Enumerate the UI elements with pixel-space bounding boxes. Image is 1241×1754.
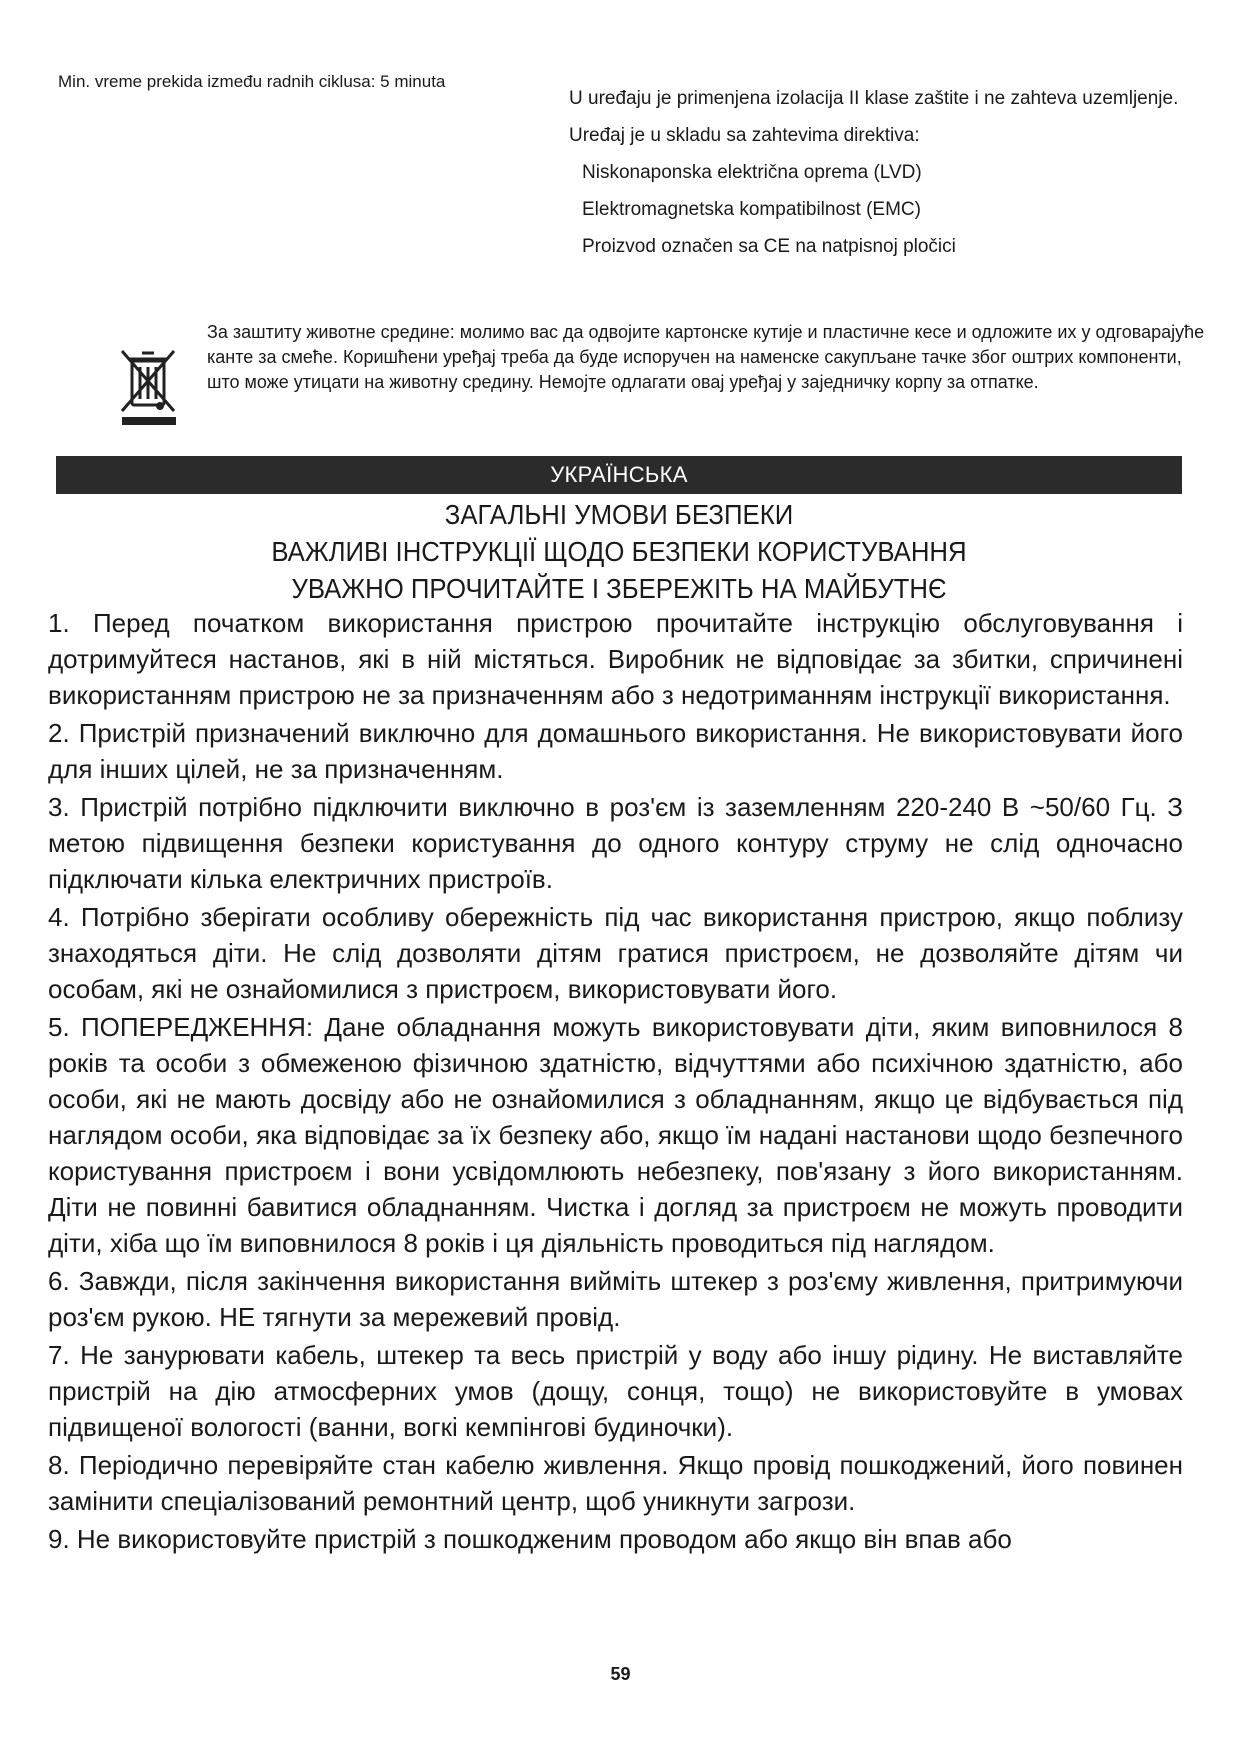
min-break-time-note: Min. vreme prekida između radnih ciklusa: 5 minuta: [58, 72, 446, 91]
heading-general-safety: ЗАГАЛЬНІ УМОВИ БЕЗПЕКИ: [444, 499, 794, 530]
directive-item: Niskonaponska električna oprema (LVD): [582, 162, 922, 183]
directive-item: Proizvod označen sa CE na natpisnoj pločici: [582, 236, 956, 257]
weee-crossed-bin-icon: [118, 345, 180, 427]
environment-disposal-text: За заштиту животне средине: молимо вас да одвојите картонске кутије и пластичне кесе и одложите их у одговарајуће канте за смеће. Коришћени уређај треба да буде испоручен на наменске сакупљане тачке због оштрих компоненти, што може утицати на животну средину. Немојте одлагати овај уређај у заједничку корпу за отпатке.: [207, 322, 1205, 392]
page-number: 59: [610, 1664, 631, 1684]
instruction-paragraph: 8. Періодично перевіряйте стан кабелю живлення. Якщо провід пошкоджений, його повинен замінити спеціалізований ремонтний центр, щоб уникнути загрози.: [48, 1450, 1183, 1516]
instruction-paragraph: 2. Пристрій призначений виключно для домашнього використання. Не використовувати його для інших цілей, не за призначенням.: [48, 718, 1183, 784]
safety-instructions-list: [48, 605, 1183, 1559]
directives-intro: Uređaj je u skladu sa zahtevima direktiva:: [569, 125, 920, 146]
safety-headings: [56, 496, 1182, 607]
language-section-header: УКРАЇНСЬКА: [56, 456, 1182, 494]
heading-important-instructions: ВАЖЛИВІ ІНСТРУКЦІЇ ЩОДО БЕЗПЕКИ КОРИСТУВАННЯ: [271, 536, 967, 567]
compliance-block: [569, 80, 1189, 265]
instruction-paragraph: 9. Не використовуйте пристрій з пошкодженим проводом або якщо він впав або: [48, 1524, 1012, 1554]
instruction-paragraph: 6. Завжди, після закінчення використання вийміть штекер з роз'єму живлення, притримуючи роз'єм рукою. НЕ тягнути за мережевий провід.: [48, 1266, 1183, 1332]
instruction-paragraph: 3. Пристрій потрібно підключити виключно в роз'єм із заземленням 220-240 В ~50/60 Гц. З метою підвищення безпеки користування до одного контуру струму не слід одночасно підключати кілька електричних пристроїв.: [48, 792, 1183, 894]
insulation-class-text: U uređaju je primenjena izolacija II klase zaštite i ne zahteva uzemljenje.: [569, 88, 1179, 109]
instruction-paragraph: 7. Не занурювати кабель, штекер та весь пристрій у воду або іншу рідину. Не виставляйте пристрій на дію атмосферних умов (дощу, сонця, тощо) не використовуйте в умовах підвищеної вологості (ванни, вогкі кемпінгові будиночки).: [48, 1340, 1183, 1442]
instruction-paragraph: 4. Потрібно зберігати особливу обережність під час використання пристрою, якщо поблизу знаходяться діти. Не слід дозволяти дітям гратися пристроєм, не дозволяйте дітям чи особам, які не ознайомилися з пристроєм, використовувати його.: [48, 902, 1183, 1004]
directive-item: Elektromagnetska kompatibilnost (EMC): [582, 199, 921, 220]
instruction-paragraph: 1. Перед початком використання пристрою прочитайте інструкцію обслуговування і дотримуйтеся настанов, які в ній містяться. Виробник не відповідає за збитки, спричинені використанням пристрою не за призначенням або з недотриманням інструкції використання.: [48, 608, 1183, 710]
heading-read-and-keep: УВАЖНО ПРОЧИТАЙТЕ І ЗБЕРЕЖІТЬ НА МАЙБУТНЄ: [291, 573, 947, 604]
instruction-paragraph: 5. ПОПЕРЕДЖЕННЯ: Дане обладнання можуть використовувати діти, яким виповнилося 8 років та особи з обмеженою фізичною здатністю, відчуттями або психічною здатністю, або особи, які не мають досвіду або не ознайомилися з обладнанням, якщо це відбувається під наглядом особи, яка відповідає за їх безпеку або, якщо їм надані настанови щодо безпечного користування пристроєм і вони усвідомлюють небезпеку, пов'язану з його використанням. Діти не повинні бавитися обладнанням. Чистка і догляд за пристроєм не можуть проводити діти, хіба що їм виповнилося 8 років і ця діяльність проводиться під наглядом.: [48, 1012, 1183, 1258]
